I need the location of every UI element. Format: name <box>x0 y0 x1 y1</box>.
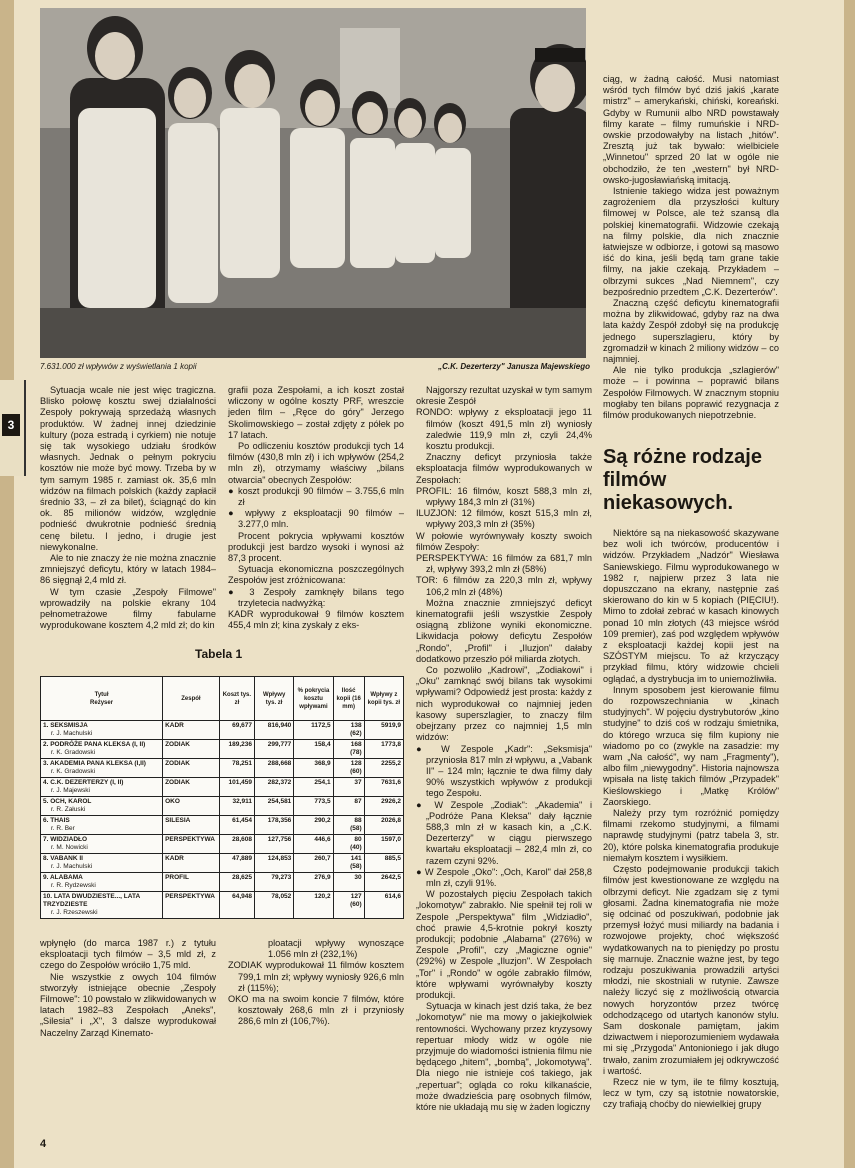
film-title-cell <box>41 816 163 835</box>
header-z-kopii: Wpływy z kopii tys. zł <box>364 677 403 721</box>
table-title: Tabela 1 <box>195 647 243 661</box>
cell-zkopii: 1773,8 <box>364 740 403 759</box>
bullet-item: ● W Zespole „Oko": „Och, Karol" dał 258,8 mln zł, czyli 91%. <box>416 866 592 888</box>
cell-wplywy: 288,668 <box>254 759 293 778</box>
table-row <box>41 721 404 740</box>
cell-wplywy: 299,777 <box>254 740 293 759</box>
cell-zkopii: 2255,2 <box>364 759 403 778</box>
cell-wplywy: 79,273 <box>254 873 293 892</box>
film-director: r. J. Machulski <box>51 730 93 737</box>
cell-wplywy: 282,372 <box>254 778 293 797</box>
cell-proc: 368,9 <box>294 759 333 778</box>
cell-zespol: KADR <box>163 721 220 740</box>
film-director: r. J. Majewski <box>51 787 91 794</box>
cell-proc: 276,9 <box>294 873 333 892</box>
film-title-cell <box>41 873 163 892</box>
cell-zespol: PROFIL <box>163 873 220 892</box>
paragraph: Rzecz nie w tym, ile te filmy kosztują, lecz w tym, czy są istotnie nowatorskie, czy trafiają choćby do niewielkiej grupy <box>603 1076 779 1110</box>
table-row <box>41 740 404 759</box>
cell-zespol: ZODIAK <box>163 740 220 759</box>
cell-kopie: 141 (58) <box>333 854 364 873</box>
table-header-row <box>41 677 404 721</box>
cell-wplywy: 78,052 <box>254 892 293 919</box>
cell-kopie: 138 (62) <box>333 721 364 740</box>
box-office-table <box>40 676 404 919</box>
film-title: 7. WIDZIADŁO <box>43 836 88 843</box>
cell-proc: 290,2 <box>294 816 333 835</box>
cell-zkopii: 614,6 <box>364 892 403 919</box>
film-director: r. R. Ber <box>51 825 75 832</box>
cell-zespol: ZODIAK <box>163 759 220 778</box>
cell-zkopii: 7631,6 <box>364 778 403 797</box>
film-title: 6. THAIS <box>43 817 70 824</box>
table-row <box>41 759 404 778</box>
film-title: 5. OCH, KAROL <box>43 798 92 805</box>
cell-koszt: 61,454 <box>219 816 254 835</box>
film-title: 3. AKADEMIA PANA KLEKSA (I,II) <box>43 760 146 767</box>
cell-kopie: 37 <box>333 778 364 797</box>
film-director: r. K. Gradowski <box>51 749 96 756</box>
table-row <box>41 797 404 816</box>
cell-kopie: 30 <box>333 873 364 892</box>
table-row <box>41 778 404 797</box>
cell-wplywy: 127,756 <box>254 835 293 854</box>
paragraph: Po odliczeniu kosztów produkcji tych 14 filmów (430,8 mln zł) i ich wpływów (254,2 mln zł), otrzymamy właściwy „bilans otwarcia" obecnych Zespołów: <box>228 441 404 485</box>
paragraph: ploatacji wpływy wynoszące 1.056 mln zł (232,1%) <box>268 938 404 960</box>
film-title-cell <box>41 740 163 759</box>
photo-caption-right: „C.K. Dezerterzy" Janusza Majewskiego <box>438 362 590 371</box>
column-3 <box>416 385 592 1113</box>
paragraph: Co pozwoliło „Kadrowi", „Zodiakowi" i „Oku" zamknąć swój bilans tak wysokimi wpływami? Odpowiedź jest prosta: każdy z nich wyprodukował co najmniej jeden kasowy superszlagier, to znaczy film obejrzany przez co najmniej 1,5 mln widzów: <box>416 665 592 743</box>
film-title: 1. SEKSMISJA <box>43 722 88 729</box>
paragraph: W tym czasie „Zespoły Filmowe" wprowadziły na polskie ekrany 104 pełnometrażowe filmy fabularne wyprodukowane kosztem 4,2 mld zł; do kin <box>40 586 216 631</box>
cell-kopie: 168 (78) <box>333 740 364 759</box>
section-tab-number: 3 <box>2 414 20 436</box>
cell-zkopii: 2926,2 <box>364 797 403 816</box>
paragraph: W pozostałych pięciu Zespołach takich „lokomotyw" zabrakło. Nie spełnił tej roli w Zespole „Perspektywa" film „Widziadło", choć prawie 4,5-krotnie pokrył koszty produkcji; podobnie „Alabama" (276%) w Zespole „Profil", czy „Magiczne ognie" (292%) w Zespole „Iluzjon". W Zespołach „Tor" i „Rondo" w ogóle zabrakło filmów, które wpływami wyrównałyby koszty produkcji. <box>416 889 592 1000</box>
cell-zkopii: 2642,5 <box>364 873 403 892</box>
paragraph: KADR wyprodukował 9 filmów kosztem 455,4 mln zł; kina zyskały z eks- <box>228 609 404 631</box>
cell-wplywy: 178,356 <box>254 816 293 835</box>
cell-zkopii: 2026,8 <box>364 816 403 835</box>
paragraph: Można znacznie zmniejszyć deficyt kinematografii jeśli wszystkie Zespoły osiągną zbliżone wyniki ekonomiczne. Likwidacja połowy deficytu Zespołów „Rondo", „Profil" i „Iluzjon" dałaby dodatkowo przeszło pół miliarda złotych. <box>416 597 592 664</box>
bullet-item: ● W Zespole „Zodiak": „Akademia" i „Podróże Pana Kleksa" dały łącznie 588,3 mln zł w kasach kin, a „C.K. Dezerterzy" w ciągu pierwszego kwartału eksploatacji – 282,4 mln zł, co razem czyni 92%. <box>416 799 592 866</box>
film-director: r. J. Machulski <box>51 863 93 870</box>
paragraph: Nie wszystkie z owych 104 filmów stworzyły istniejące obecnie „Zespoły Filmowe": 10 powstało w zlikwidowanych w latach 1982–83 Zespołach „Aneks", „Silesia" i „X", 3 dalsze wyprodukował Naczelny Zarząd Kinemato- <box>40 971 216 1038</box>
paragraph: Sytuacja w kinach jest dziś taka, że bez „lokomotyw" nie ma mowy o jakiejkolwiek rentowności. Wychowany przez kryzysowy repertuar młody widz w ogóle nie przyjmuje do wiadomości istnienia filmu nie będącego „hitem", „bombą", „lokomotywą". Dla niego nie istnieje coś takiego, jak „repertuar"; ogląda co roku kilkanaście, może dwadzieścia parę osobnych filmów, które nie układają mu się w żaden logiczny <box>416 1001 592 1112</box>
header-wplywy: Wpływy tys. zł <box>254 677 293 721</box>
cell-zespol: PERSPEKTYWA <box>163 892 220 919</box>
paragraph: Często podejmowanie produkcji takich filmów jest kwestionowane ze względu na olbrzymi deficyt. Nie zgadzam się z tymi głosami. Żadna kinematografia nie może się odcinać od poszukiwań, podobnie jak przemysł łożyć musi miliardy na badania i rozwojowe projekty, choć większość wydatkowanych na to pieniędzy po prostu się marnuje. Znacznie ważne jest, by tego rodzaju poszukiwania prowadzili artyści młodzi, nie skostniali w rutynie. Zawsze należy liczyć się z możliwością otwarcia nowych horyzontów przez twórcę odchodzącego od utartych kanonów stylu. Sam doskonale pamiętam, jakim dziwactwem i nieporozumieniem wydawała mi się „Przygoda" Antonioniego i jak długo trwało, zanim zrozumiałem jej odkrywczość i wartość. <box>603 864 779 1076</box>
cell-proc: 254,1 <box>294 778 333 797</box>
cell-proc: 120,2 <box>294 892 333 919</box>
paragraph: Procent pokrycia wpływami kosztów produkcji jest bardzo wysoki i wynosi aż 87,3 procent. <box>228 530 404 564</box>
header-koszt: Koszt tys. zł <box>219 677 254 721</box>
paragraph: Sytuacja wcale nie jest więc tragiczna. Blisko połowę kosztu swej działalności Zespoły pokrywają sprzedażą własnych produktów. W żadnej innej dziedzinie kultury (poza estradą i cyrkiem) nie notuje się tak wysokiego udziału środków własnych. Jednak o pełnym pokryciu kosztów nie może być mowy. Trzeba by w tym samym 1985 r. zamiast ok. 35,6 mln widzów na filmach polskich (każdy zapłacił średnio 33, – zł za bilet), ściągnąć do kin ok. 85 milionów widzów, względnie podnieść dwukrotnie podnieść średnią cenę biletu. I jedno, i drugie jest niewykonalne. <box>40 385 216 552</box>
film-title-cell <box>41 778 163 797</box>
paragraph: RONDO: wpływy z eksploatacji jego 11 filmów (koszt 491,5 mln zł) wyniosły zaledwie 119,9 mln zł, czyli 24,4% kosztu produkcji. <box>416 407 592 452</box>
paragraph: Znaczną część deficytu kinematografii można by zlikwidować, gdyby raz na dwa lata każdy Zespół zdobył się na produkcję jednego superszlagieru, który by zgromadził w kinach 2 miliony widzów – co najmniej. <box>603 298 779 365</box>
cell-proc: 158,4 <box>294 740 333 759</box>
cell-koszt: 47,889 <box>219 854 254 873</box>
film-title: 4. C.K. DEZERTERZY (I, II) <box>43 779 124 786</box>
cell-proc: 1172,5 <box>294 721 333 740</box>
bullet-item: ● 3 Zespoły zamknęły bilans tego trzyletecia nadwyżką: <box>228 586 404 608</box>
paragraph: TOR: 6 filmów za 220,3 mln zł, wpływy 106,2 mln zł (48%) <box>416 575 592 597</box>
cell-zkopii: 885,5 <box>364 854 403 873</box>
bullet-item: ● W Zespole „Kadr": „Seksmisja" przyniosła 817 mln zł wpływu, a „Vabank II" – 124 mln; łącznie te dwa filmy dały 90% wszystkich wpływów z produkcji tego Zespołu. <box>416 743 592 799</box>
paragraph: Należy przy tym rozróżnić pomiędzy filmami rzekomo studyjnymi, a filmami naprawdę studyjnymi (patrz tabela 3, str. 20), które polska kinematografia produkuje niemałym kosztem i wysiłkiem. <box>603 808 779 863</box>
cell-koszt: 28,608 <box>219 835 254 854</box>
column-4-bottom <box>603 528 779 1111</box>
cell-koszt: 28,625 <box>219 873 254 892</box>
film-title-cell <box>41 854 163 873</box>
cell-koszt: 64,948 <box>219 892 254 919</box>
film-still-photo <box>40 8 586 358</box>
paragraph: ZODIAK wyprodukował 11 filmów kosztem 799,1 mln zł; wpływy wyniosły 926,6 mln zł (115%); <box>228 960 404 993</box>
header-procent: % pokrycia kosztu wpływami <box>294 677 333 721</box>
photo-illustration <box>40 8 586 358</box>
film-director: r. M. Nowicki <box>51 844 88 851</box>
paragraph: Innym sposobem jest kierowanie filmu do rozpowszechniania w „kinach studyjnych". W pojęciu dystrybutorów „kino studyjne" to dziś coś w rodzaju śmietnika, do którego wrzuca się film kupiony nie wiadomo po co (zwykle na zasadzie: my wam „Na całość", wy nam „Fragmenty"), albo film „niewygodny". Historia najnowsza wpisała na listę takich filmów „Przypadek" Kieślowskiego i „Matkę Królów" Zaorskiego. <box>603 684 779 807</box>
cell-koszt: 69,677 <box>219 721 254 740</box>
film-director: r. R. Załuski <box>51 806 86 813</box>
paragraph: Niektóre są na niekasowość skazywane bez woli ich twórców, producentów i widzów. Przykładem „Nadzór" Wiesława Saniewskiego. Filmu wyprodukowanego w 1982 r, najpierw przez 3 lata nie dopuszczano na ekrany, następnie zaś skierowano do kin w 5 kopiach (PIĘCIU!). Mimo to zdołał zebrać w kasach kinowych ponad 10 mln złotych (43 miejsce wśród 109 premier), zaś pod względem wpływów z eksploatacji każdej kopii jest na SZÓSTYM miejscu. To aż krzyczący przykład filmu, który widzowie chcieli oglądać, a dystrybucja im to uniemożliwiła. <box>603 528 779 684</box>
cell-zkopii: 1597,0 <box>364 835 403 854</box>
column-2-top <box>228 385 404 631</box>
cell-zespol: ZODIAK <box>163 778 220 797</box>
paragraph: W połowie wyrównywały koszty swoich filmów Zespoły: <box>416 530 592 552</box>
paragraph: Sytuacja ekonomiczna poszczególnych Zespołów jest zróżnicowana: <box>228 564 404 586</box>
section-heading: Są różne rodzaje filmów niekasowych. <box>603 446 762 514</box>
paragraph: grafii poza Zespołami, a ich koszt został wliczony w ogólne koszty PRF, wreszcie jeden film – „Ręce do góry" Jerzego Skolimowskiego – został zdjęty z półek po 17 latach. <box>228 385 404 440</box>
bullet-item: ● wpływy z eksploatacji 90 filmów – 3.277,0 mln. <box>228 508 404 530</box>
section-tab <box>0 380 26 476</box>
column-1-top <box>40 385 216 631</box>
cell-zkopii: 5919,9 <box>364 721 403 740</box>
cell-proc: 260,7 <box>294 854 333 873</box>
photo-caption-left: 7.631.000 zł wpływów z wyświetlania 1 kopii <box>40 362 197 371</box>
paragraph: wpłynęło (do marca 1987 r.) z tytułu eksploatacji tych filmów – 3,5 mld zł, z czego do Zespołów wróciło 1,75 mld. <box>40 938 216 971</box>
column-2-bottom <box>228 938 404 1028</box>
table-row <box>41 873 404 892</box>
header-kopie: Ilość kopii (16 mm) <box>333 677 364 721</box>
paragraph: ILUZJON: 12 filmów, koszt 515,3 mln zł, wpływy 203,3 mln zł (35%) <box>416 508 592 530</box>
cell-zespol: SILESIA <box>163 816 220 835</box>
cell-wplywy: 816,940 <box>254 721 293 740</box>
cell-kopie: 87 <box>333 797 364 816</box>
paragraph: Ale to nie znaczy że nie można znacznie zmniejszyć deficytu, który w latach 1984–86 sięgnął 2,4 mld zł. <box>40 553 216 586</box>
film-director: r. R. Rydzewski <box>51 882 96 889</box>
cell-zespol: OKO <box>163 797 220 816</box>
paragraph: Ale nie tylko produkcja „szlagierów" może – i powinna – poprawić bilans Zespołów Filmowych. W znacznym stopniu mogłaby ten bilans poprawić rezygnacja z filmów produkowanych niepotrzebnie. <box>603 365 779 421</box>
table-row <box>41 892 404 919</box>
paragraph: PROFIL: 16 filmów, koszt 588,3 mln zł, wpływy 184,3 mln zł (31%) <box>416 485 592 508</box>
cell-proc: 773,5 <box>294 797 333 816</box>
cell-koszt: 101,459 <box>219 778 254 797</box>
cell-zespol: KADR <box>163 854 220 873</box>
paragraph: OKO ma na swoim koncie 7 filmów, które kosztowały 268,6 mln zł i przyniosły 286,6 mln zł (106,7%). <box>228 994 404 1027</box>
paragraph: PERSPEKTYWA: 16 filmów za 681,7 mln zł, wpływy 393,2 mln zł (58%) <box>416 553 592 575</box>
cell-zespol: PERSPEKTYWA <box>163 835 220 854</box>
film-director: r. J. Rzeszewski <box>51 909 98 916</box>
cell-kopie: 128 (60) <box>333 759 364 778</box>
table-row <box>41 816 404 835</box>
page-number: 4 <box>40 1138 47 1150</box>
paragraph: Najgorszy rezultat uzyskał w tym samym okresie Zespół <box>416 385 592 407</box>
paragraph: Istnienie takiego widza jest poważnym zagrożeniem dla przyszłości kultury filmowej w Polsce, ale też szansą dla polskiej kinematografii. Widzowie czekają na filmy polskie, dla nich znacznie łatwiejsze w odbiorze, i gotowi są masowo iść do kina, jeśli będą tam grane takie filmy, na jakie czekają. Przykładem – olbrzymi sukces „Nad Niemnem", czy bezpośrednio przedtem „C.K. Dezerterów". <box>603 186 779 297</box>
cell-koszt: 189,236 <box>219 740 254 759</box>
film-title-cell <box>41 892 163 919</box>
film-director: r. K. Gradowski <box>51 768 96 775</box>
film-title: 9. ALABAMA <box>43 874 83 881</box>
film-title: 10. LATA DWUDZIESTE..., LATA TRZYDZIESTE <box>43 893 140 908</box>
cell-koszt: 78,251 <box>219 759 254 778</box>
film-title-cell <box>41 759 163 778</box>
table-row <box>41 854 404 873</box>
cell-kopie: 127 (60) <box>333 892 364 919</box>
paragraph: ciąg, w żadną całość. Musi natomiast wśród tych filmów być dziś jakiś „karate mistrz" – amerykański, chiński, koreański. Gdyby w Rumunii albo NRD powstawały filmy karate – filmy rumuńskie i NRD-owskie przodowałyby na listach „hitów". Zresztą już tak bywało: wielbiciele „Winnetou" sprzed 20 lat w ogóle nie obchodziło, że ten „western" był NRD-owsko-jugosławiańską imitacją. <box>603 74 779 185</box>
cell-wplywy: 254,581 <box>254 797 293 816</box>
column-4-top <box>603 74 779 421</box>
column-1-bottom <box>40 938 216 1039</box>
table-row <box>41 835 404 854</box>
film-title: 8. VABANK II <box>43 855 83 862</box>
cell-kopie: 88 (58) <box>333 816 364 835</box>
paragraph: Znaczny deficyt przyniosła także eksploatacja filmów wyprodukowanych w Zespołach: <box>416 452 592 485</box>
header-title: Tytuł Reżyser <box>41 677 163 721</box>
film-title-cell <box>41 721 163 740</box>
film-title-cell <box>41 797 163 816</box>
cell-koszt: 32,911 <box>219 797 254 816</box>
cell-wplywy: 124,853 <box>254 854 293 873</box>
film-title-cell <box>41 835 163 854</box>
cell-kopie: 80 (40) <box>333 835 364 854</box>
cell-proc: 446,6 <box>294 835 333 854</box>
bullet-item: ● koszt produkcji 90 filmów – 3.755,6 mln zł <box>228 485 404 508</box>
film-title: 2. PODRÓŻE PANA KLEKSA (I, II) <box>43 741 146 748</box>
header-zespol: Zespół <box>163 677 220 721</box>
